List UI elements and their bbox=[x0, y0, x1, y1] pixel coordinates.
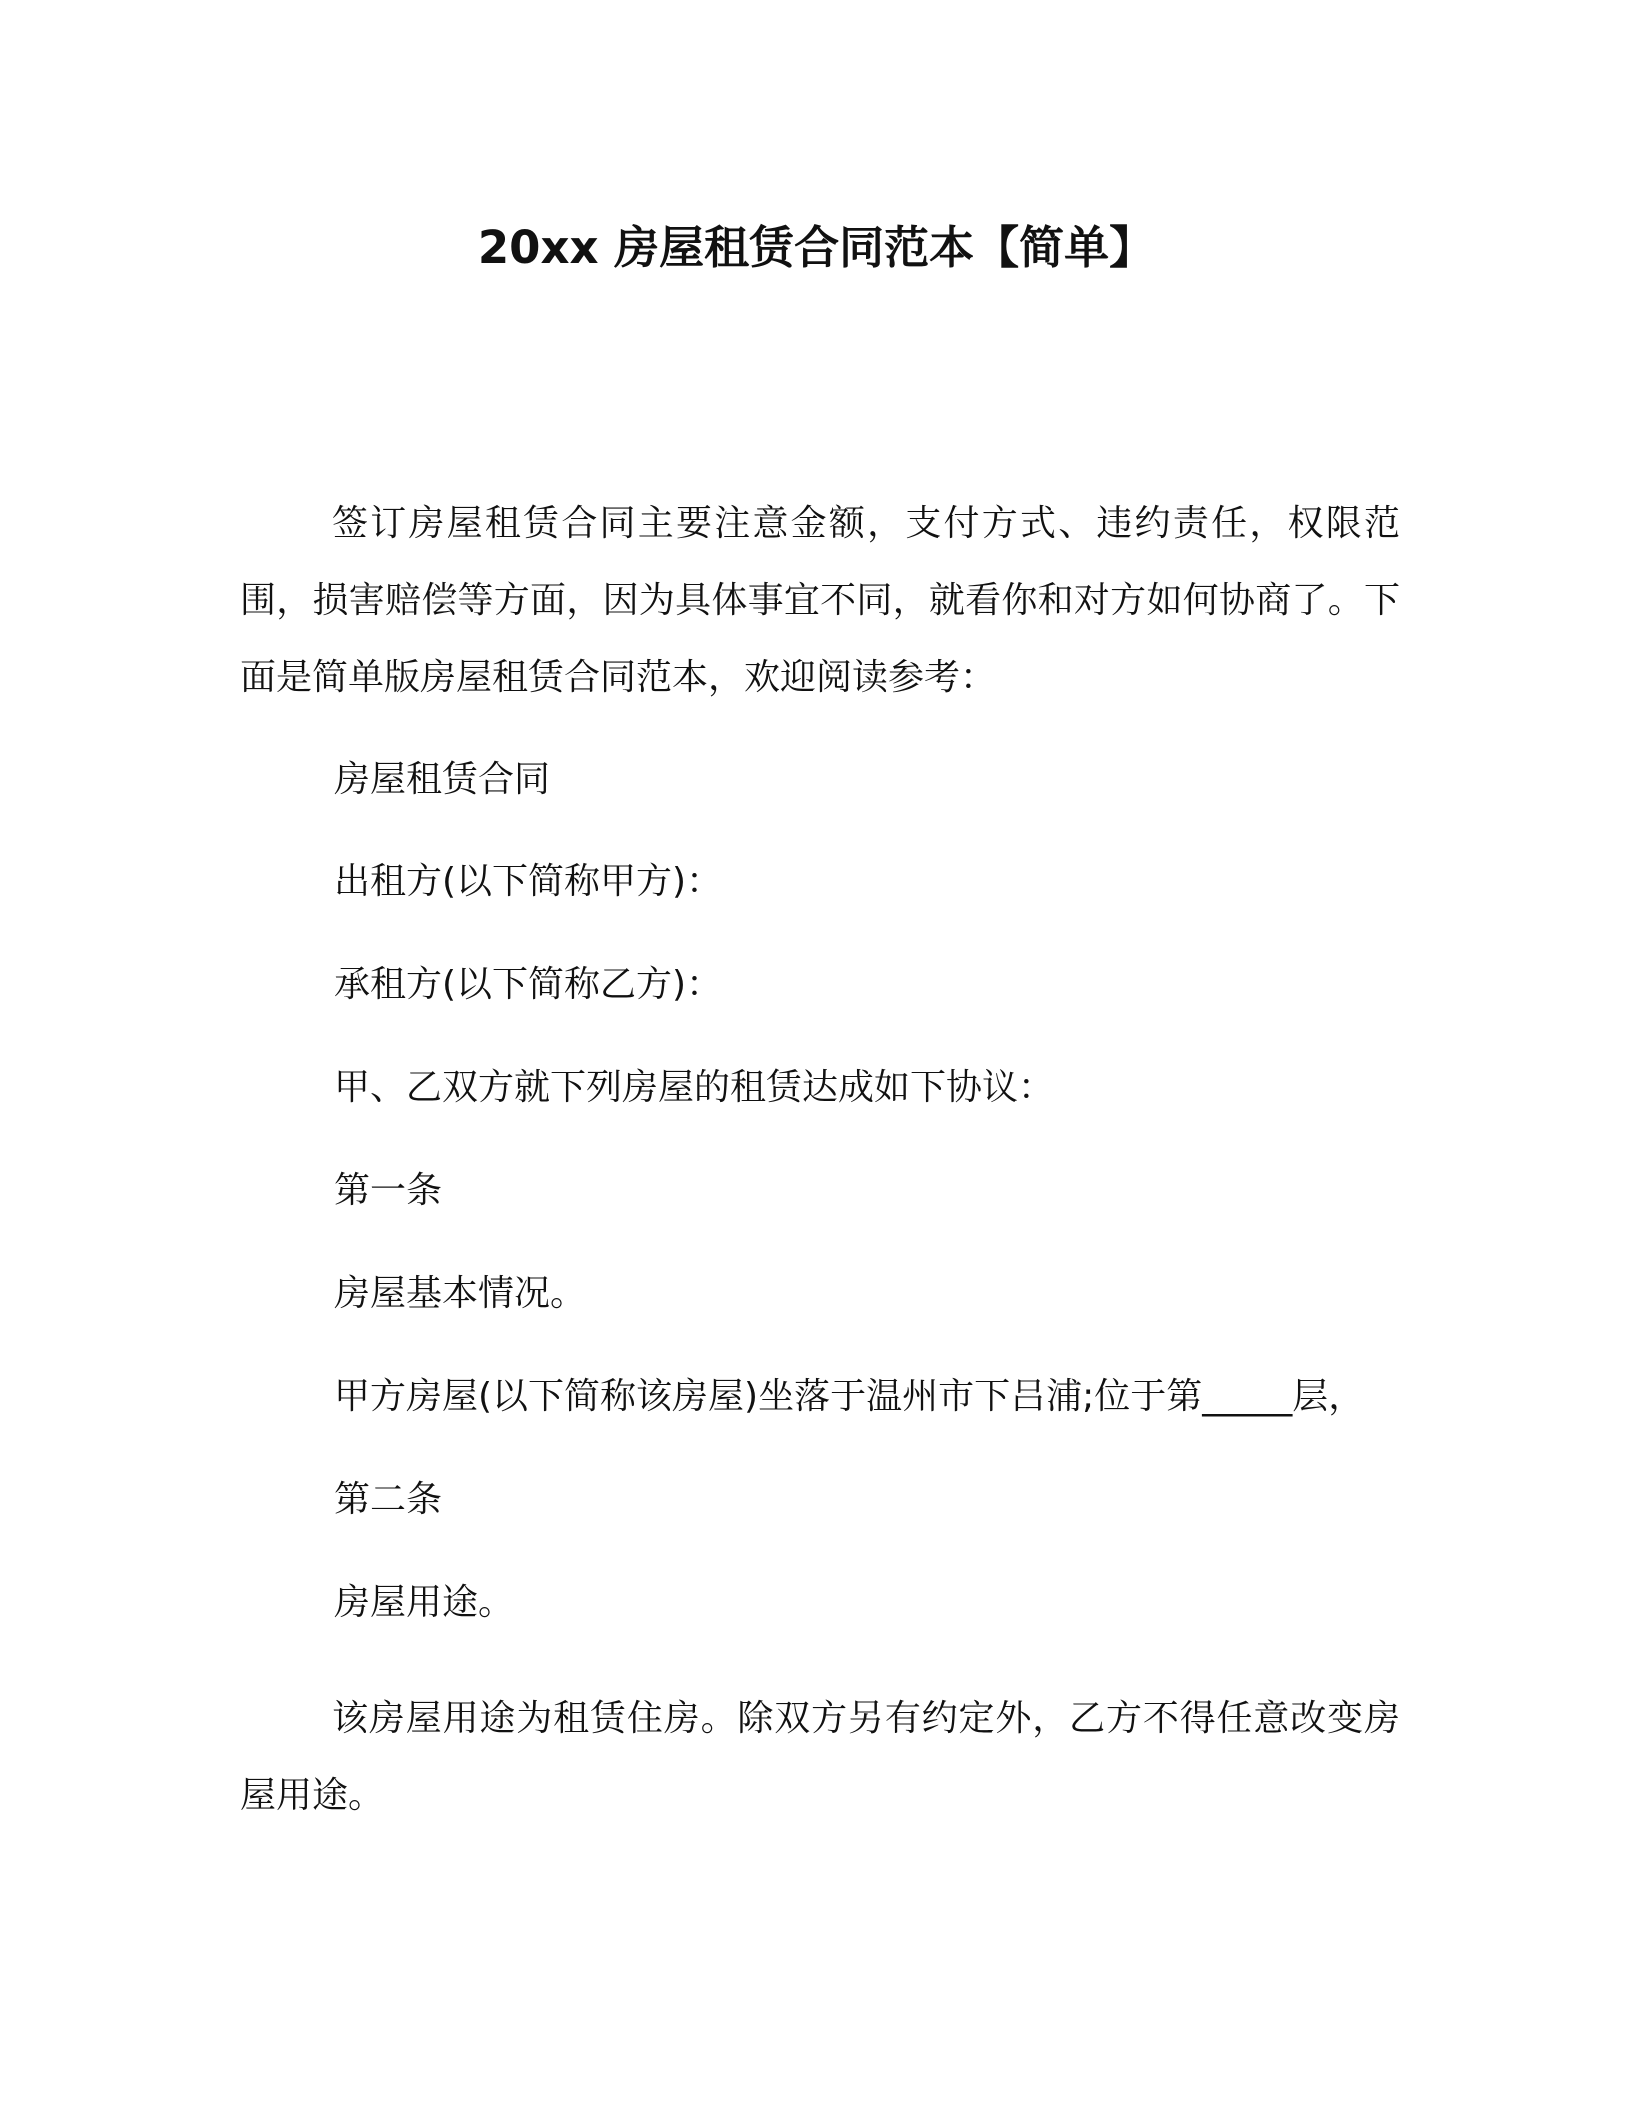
article-2-body: 该房屋用途为租赁住房。除双方另有约定外，乙方不得任意改变房屋用途。 bbox=[240, 1698, 1400, 1816]
article-1-body: 甲方房屋(以下简称该房屋)坐落于温州市下吕浦;位于第_____层， bbox=[334, 1376, 1365, 1417]
agreement-line: 甲、乙双方就下列房屋的租赁达成如下协议： bbox=[334, 1067, 1055, 1108]
intro-paragraph: 签订房屋租赁合同主要注意金额，支付方式、违约责任，权限范围，损害赔偿等方面，因为具体事宜不同，就看你和对方如何协商了。下面是简单版房屋租赁合同范本，欢迎阅读参考： bbox=[240, 503, 1400, 698]
lessor-line: 出租方(以下简称甲方)： bbox=[334, 861, 723, 902]
article-2-label: 第二条 bbox=[334, 1479, 443, 1520]
lessee-line: 承租方(以下简称乙方)： bbox=[334, 964, 723, 1005]
contract-heading: 房屋租赁合同 bbox=[334, 759, 551, 800]
article-1-label: 第一条 bbox=[334, 1170, 443, 1211]
document-title: 20xx 房屋租赁合同范本【简单】 bbox=[477, 221, 1155, 274]
article-1-title: 房屋基本情况。 bbox=[334, 1273, 587, 1314]
article-2-title: 房屋用途。 bbox=[334, 1582, 515, 1623]
